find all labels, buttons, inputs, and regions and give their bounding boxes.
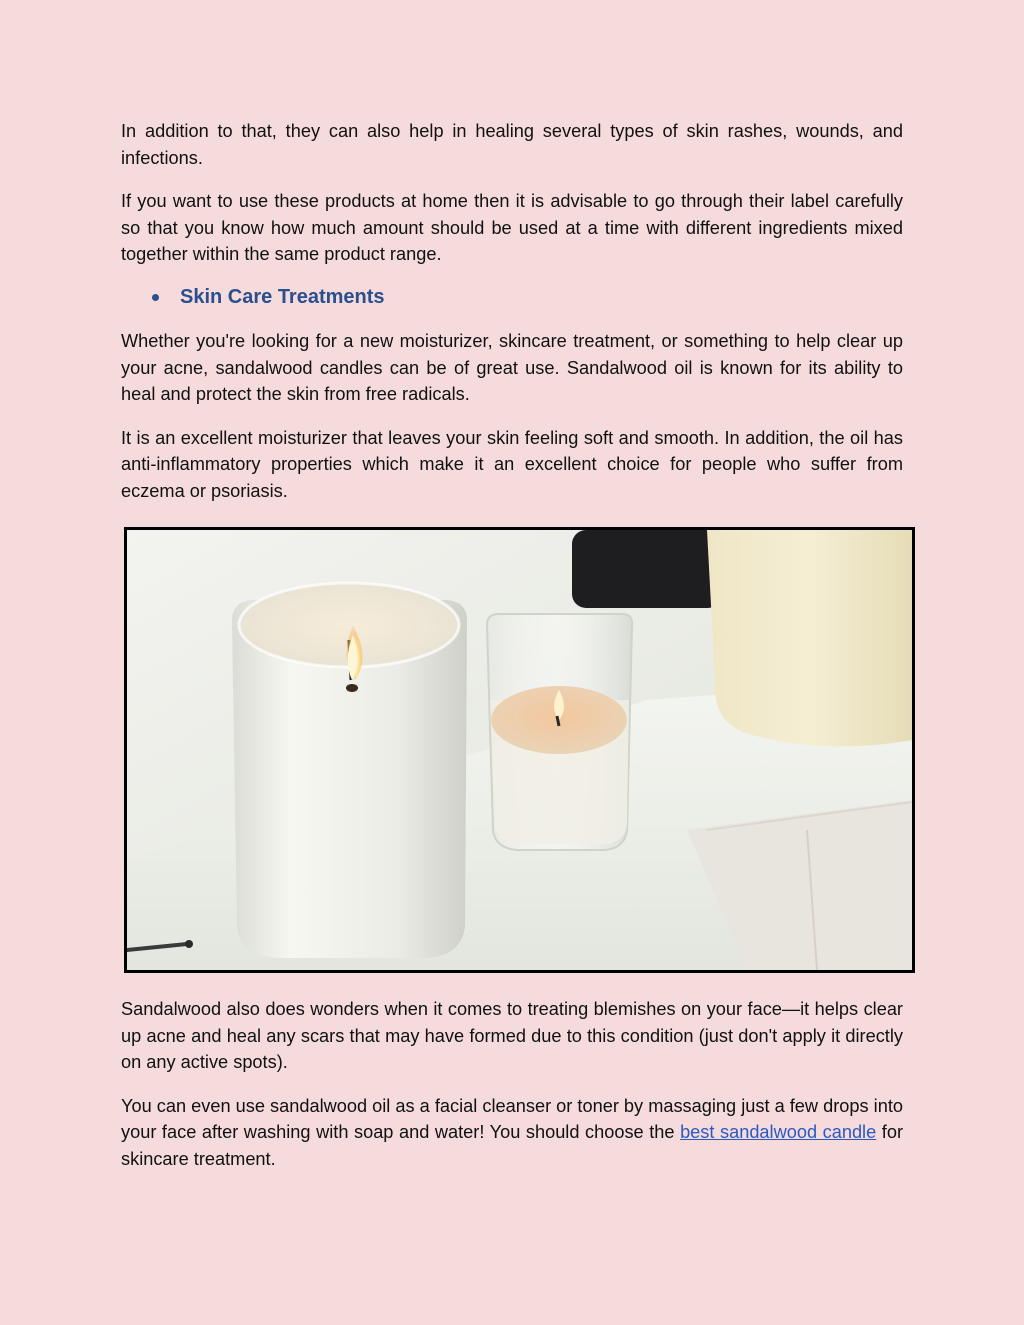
section-heading-text: Skin Care Treatments (180, 286, 385, 309)
paragraph-label-advice: If you want to use these products at home then it is advisable to go through their label carefully so that you know how much amount should be used at a time with different ingredients mixed together within the same product range. (121, 191, 903, 265)
paragraph-anti-inflammatory: It is an excellent moisturizer that leaves your skin feeling soft and smooth. In addition, the oil has anti-inflammatory properties which make it an excellent choice for people who suffer from eczema or psoriasis. (121, 427, 903, 501)
candle-photo (124, 527, 915, 973)
paragraph-rashes: In addition to that, they can also help in healing several types of skin rashes, wounds, and infections. (121, 121, 903, 168)
cleanser-text-after: for skincare treatment. (121, 1122, 903, 1169)
paragraph-cleanser (121, 1093, 903, 1173)
paragraph-blemishes: Sandalwood also does wonders when it comes to treating blemishes on your face—it helps clear up acne and heal any scars that may have formed due to this condition (just don't apply it directly on any active spots). (121, 999, 903, 1073)
best-sandalwood-candle-link[interactable]: best sandalwood candle (680, 1122, 877, 1143)
after-photo-section (121, 996, 903, 1190)
section-heading-skin-care (121, 285, 903, 311)
bullet-icon (152, 294, 159, 301)
document-page (121, 118, 903, 1169)
paragraph-moisturizer: Whether you're looking for a new moisturizer, skincare treatment, or something to help clear up your acne, sandalwood candles can be of great use. Sandalwood oil is known for its ability to heal and protect the skin from free radicals. (121, 330, 903, 405)
cleanser-text-before: You can even use sandalwood oil as a facial cleanser or toner by massaging just a few drops into your face after washing with soap and water! You should choose the (121, 1095, 903, 1143)
